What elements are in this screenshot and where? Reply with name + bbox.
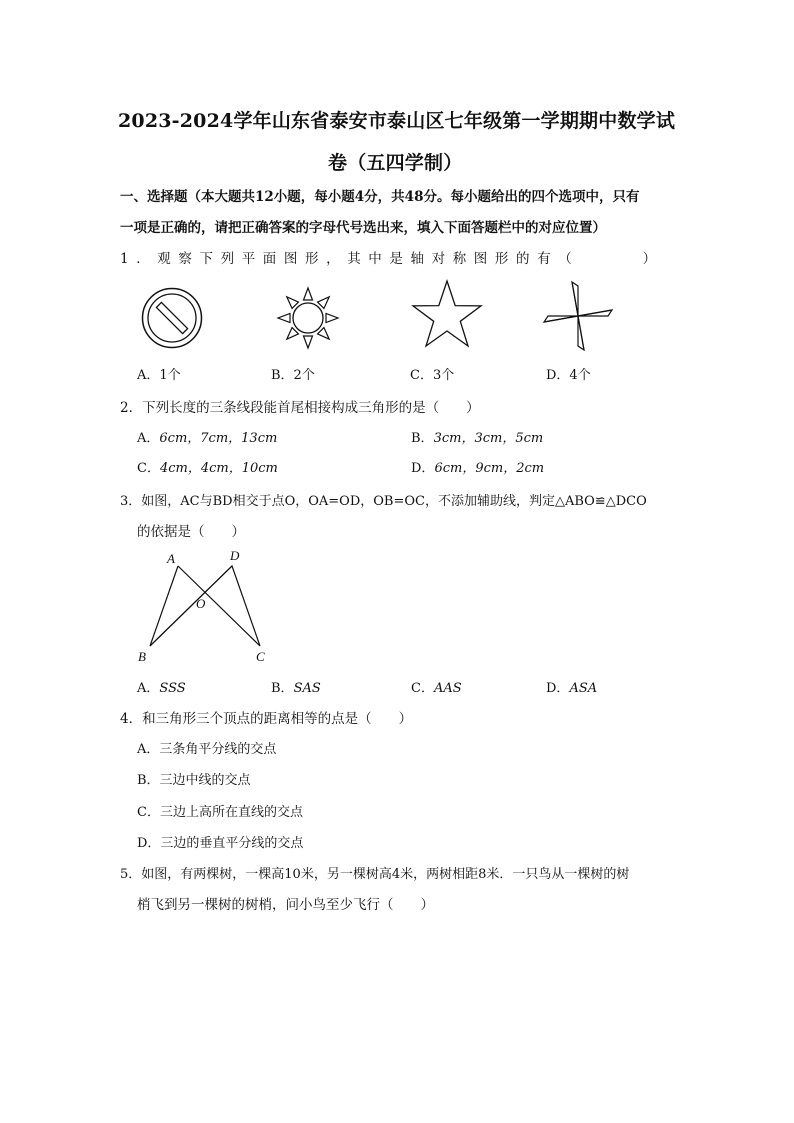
question-3-stem-line1: 3．如图，AC与BD相交于点O，OA=OD，OB=OC，不添加辅助线，判定△ABO≌△DCO	[120, 494, 647, 509]
option-letter: A．	[137, 681, 160, 696]
question-1-option-b[interactable]: B．2个	[271, 368, 315, 383]
question-1-stem: 1．观察下列平面图形，其中是轴对称图形的有（ ）	[120, 251, 664, 267]
page-title-line1: 2023-2024学年山东省泰安市泰山区七年级第一学期期中数学试	[118, 110, 676, 132]
question-2-option-c[interactable]	[137, 457, 278, 476]
option-text: AAS	[433, 681, 462, 696]
pinwheel-icon	[544, 280, 612, 352]
question-1-option-d[interactable]: D．4个	[546, 368, 591, 383]
question-4-stem: 4．和三角形三个顶点的距离相等的点是（ ）	[120, 711, 413, 727]
sun-ray	[318, 297, 330, 309]
label-d: D	[230, 548, 240, 563]
sun-ray	[318, 328, 330, 340]
question-1-option-a[interactable]: A．1个	[137, 368, 181, 383]
star-icon	[410, 279, 484, 351]
option-letter: B．	[271, 681, 294, 696]
sun-ray	[304, 336, 313, 348]
option-text: 6cm，9cm，2cm	[434, 461, 545, 476]
sun-icon	[272, 282, 344, 354]
sun-ray	[304, 288, 313, 300]
question-2-option-b[interactable]	[411, 427, 543, 446]
question-3-option-d[interactable]	[546, 677, 597, 696]
question-2-stem: 2．下列长度的三条线段能首尾相接构成三角形的是（ ）	[120, 400, 480, 416]
question-3-figure	[136, 546, 276, 666]
question-2-option-a[interactable]	[137, 427, 277, 446]
option-letter: C．	[411, 681, 434, 696]
no-entry-sign-icon	[140, 286, 204, 350]
section-heading-line2: 一项是正确的，请把正确答案的字母代号选出来，填入下面答题栏中的对应位置）	[120, 220, 606, 236]
option-letter: A．	[137, 431, 160, 446]
question-2-option-d[interactable]	[411, 457, 544, 476]
page-title-line2: 卷（五四学制）	[328, 152, 463, 174]
option-letter: D．	[546, 681, 570, 696]
question-3-option-c[interactable]	[411, 677, 462, 696]
option-letter: D．	[411, 461, 435, 476]
option-text: 3cm，3cm，5cm	[433, 431, 544, 446]
option-text: SAS	[293, 681, 321, 696]
sun-ray	[287, 328, 299, 340]
question-5-stem-line1: 5．如图，有两棵树，一棵高10米，另一棵树高4米，两树相距8米．一只鸟从一棵树的树	[120, 867, 630, 882]
option-text: ASA	[569, 681, 598, 696]
label-o: O	[196, 596, 206, 611]
label-a: A	[167, 551, 175, 566]
option-letter: C．	[137, 461, 160, 476]
sun-ray	[287, 297, 299, 309]
option-text: SSS	[159, 681, 186, 696]
question-3-option-a[interactable]	[137, 677, 186, 696]
question-4-option-b[interactable]: B．三边中线的交点	[137, 773, 251, 788]
option-letter: B．	[411, 431, 434, 446]
option-text: 6cm，7cm，13cm	[159, 431, 278, 446]
question-3-option-b[interactable]	[271, 677, 321, 696]
question-4-option-a[interactable]: A．三条角平分线的交点	[137, 742, 277, 757]
question-1-option-c[interactable]: C．3个	[410, 368, 455, 383]
label-b: B	[138, 649, 146, 664]
question-4-option-d[interactable]: D．三边的垂直平分线的交点	[137, 836, 304, 851]
question-4-option-c[interactable]: C．三边上高所在直线的交点	[137, 805, 303, 820]
option-text: 4cm，4cm，10cm	[159, 461, 278, 476]
question-3-stem-line2: 的依据是（ ）	[137, 524, 245, 540]
question-5-stem-line2: 梢飞到另一棵树的树梢，问小鸟至少飞行（ ）	[137, 897, 434, 913]
sun-ray	[326, 314, 338, 323]
section-heading-line1: 一、选择题（本大题共12小题，每小题4分，共48分。每小题给出的四个选项中，只有	[120, 189, 640, 205]
label-c: C	[256, 649, 265, 664]
sun-ray	[278, 314, 290, 323]
